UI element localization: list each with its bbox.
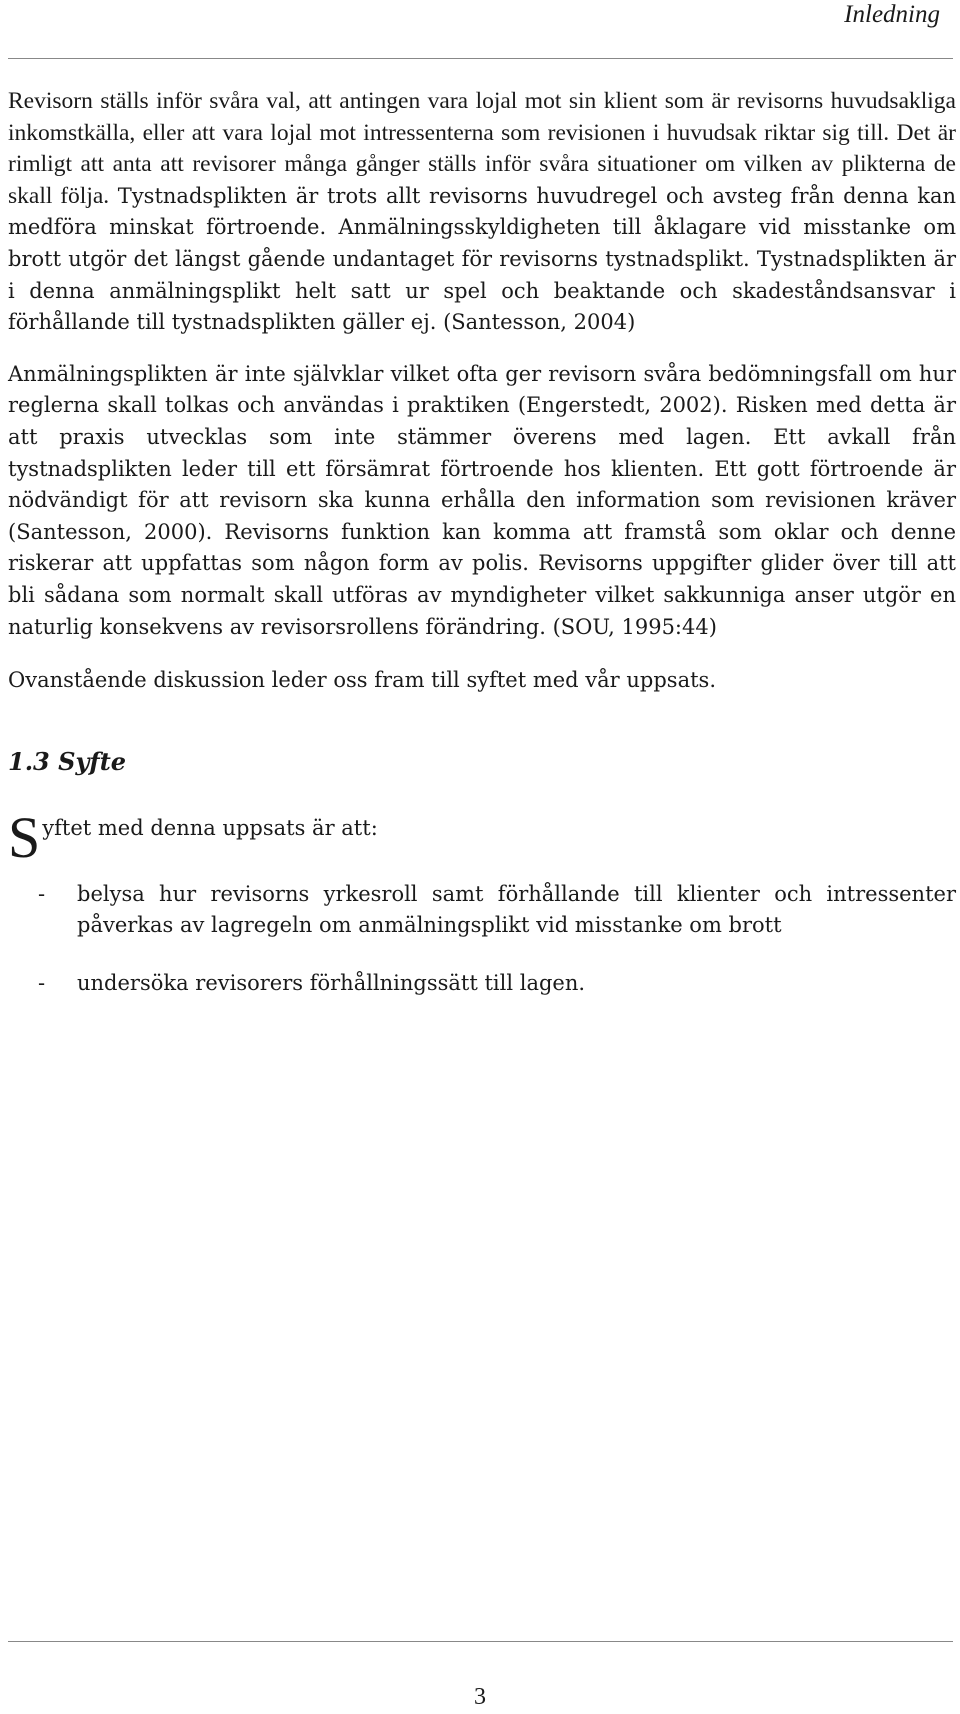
- running-header-title: Inledning: [844, 1, 940, 28]
- list-item: [8, 968, 956, 1000]
- paragraph-1-part-1: Revisorn ställs inför svåra val, att antingen vara lojal mot sin klient som är revisorns huvudsakliga inkomstkälla, eller att vara lojal mot intressenterna som revisionen i huvudsak riktar sig till. Det är rimligt att anta att revisorer många gånger ställs inför svåra situationer om vilken av plikterna de skall följa.: [8, 88, 956, 209]
- page-body: [8, 86, 956, 1025]
- header-rule: [8, 58, 953, 59]
- list-item-text: undersöka revisorers förhållningssätt till lagen.: [77, 970, 586, 995]
- running-header: [0, 0, 960, 36]
- footer-rule: [8, 1641, 953, 1642]
- paragraph-1-part-2: Tystnadsplikten är trots allt revisorns huvudregel och avsteg från denna kan medföra minskat förtroende. Anmälningsskyldigheten till åklagare vid misstanke om brott utgör det längst gående undantaget för revisorns tystnadsplikt. Tystnadsplikten är i denna anmälningsplikt helt satt ur spel och beaktande och skadeståndsansvar i förhållande till tystnadsplikten gäller ej. (Santesson, 2004): [8, 183, 957, 335]
- list-dash: -: [38, 970, 46, 995]
- list-item: [8, 879, 956, 942]
- paragraph-2: Anmälningsplikten är inte självklar vilket ofta ger revisorn svåra bedömningsfall om hur reglerna skall tolkas och användas i praktiken (Engerstedt, 2002). Risken med detta är att praxis utvecklas som inte stämmer överens med lagen. Ett avkall från tystnadsplikten leder till ett försämrat förtroende hos klienten. Ett gott förtroende är nödvändigt för att revisorn ska kunna erhålla den information som revisionen kräver (Santesson, 2000). Revisorns funktion kan komma att framstå som oklar och denne riskerar att uppfattas som någon form av polis. Revisorns uppgifter glider över till att bli sådana som normalt skall utföras av myndigheter vilket sakkunniga anser utgör en naturlig konsekvens av revisorsrollens förändring. (SOU, 1995:44): [8, 361, 956, 639]
- goals-list: [8, 879, 956, 1000]
- section-heading: 1.3 Syfte: [8, 746, 127, 776]
- drop-cap: S: [8, 804, 41, 870]
- paragraph-3: Ovanstående diskussion leder oss fram till syftet med vår uppsats.: [8, 668, 716, 693]
- section-intro: [8, 804, 956, 870]
- section-intro-text: yftet med denna uppsats är att:: [42, 815, 378, 840]
- page-number: 3: [474, 1684, 486, 1710]
- list-dash: -: [38, 881, 46, 906]
- list-item-text: belysa hur revisorns yrkesroll samt förhållande till klienter och intressenter påverkas av lagregeln om anmälningsplikt vid misstanke om brott: [77, 881, 956, 938]
- paragraph-1: [8, 86, 956, 339]
